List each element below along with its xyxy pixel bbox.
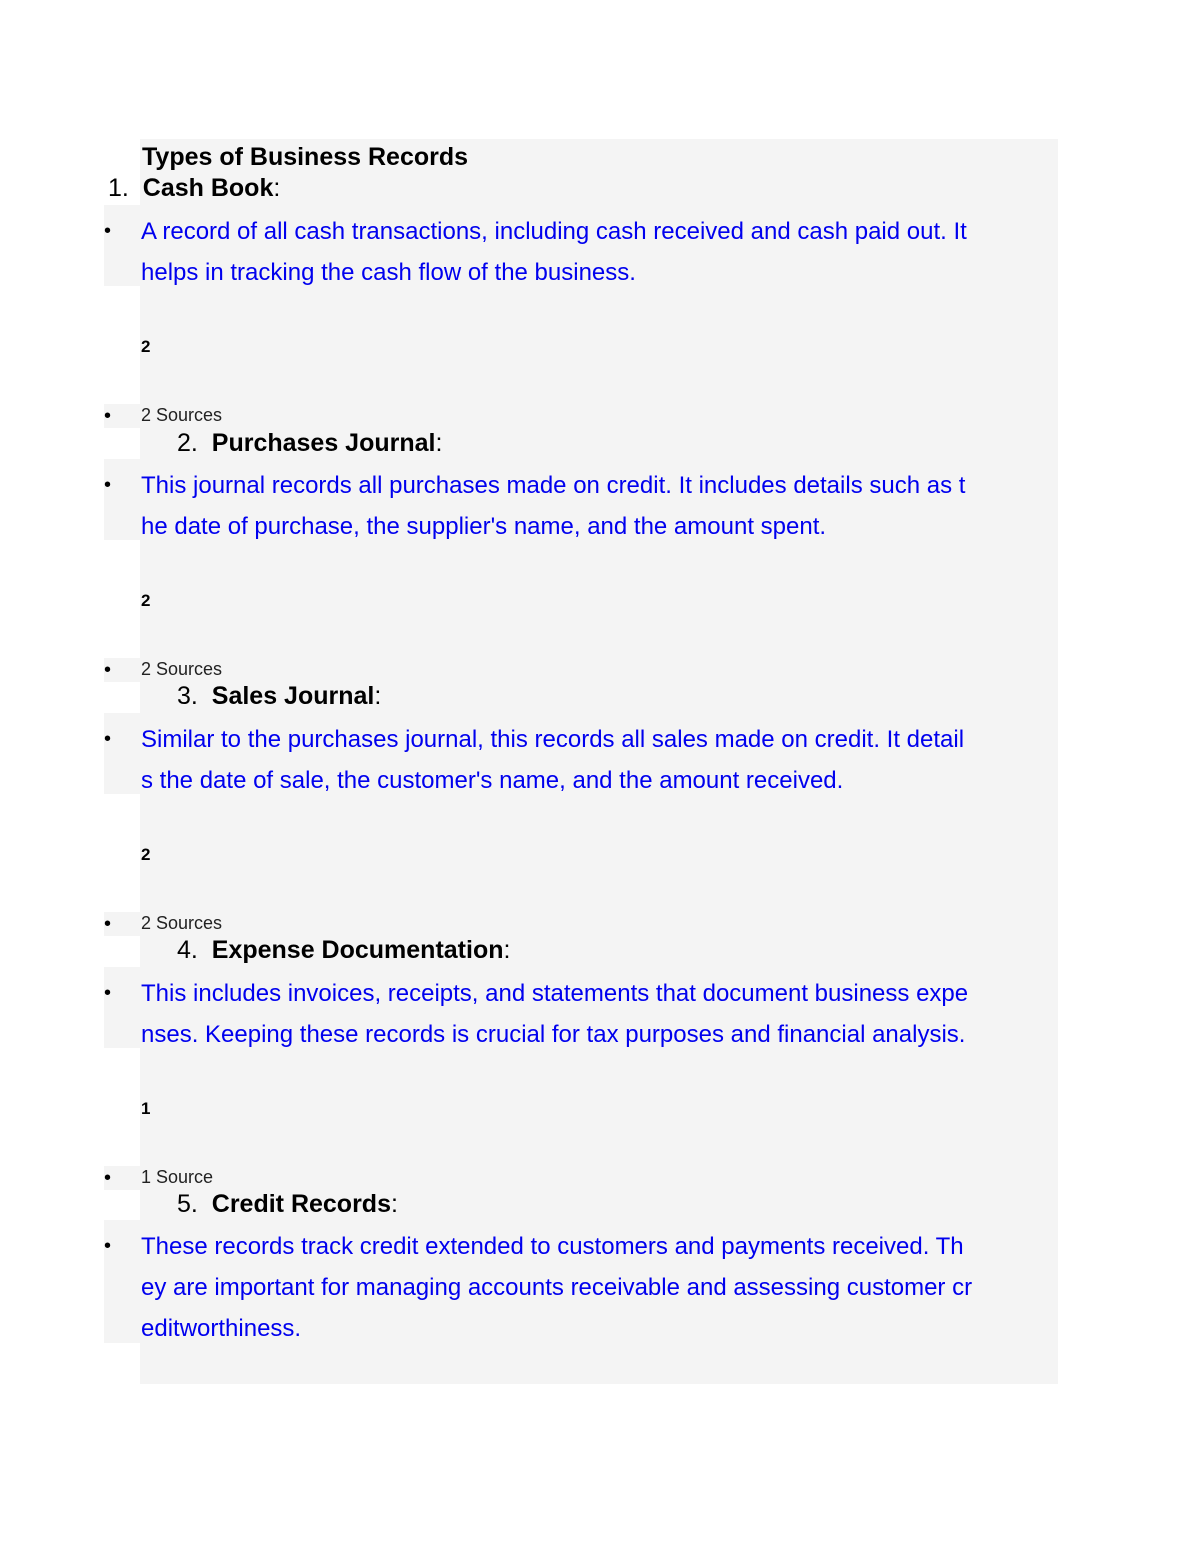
item-description-purchases-journal xyxy=(141,465,1059,547)
bullet-icon: • xyxy=(104,474,112,496)
desc-line: he date of purchase, the supplier's name, and the amount spent. xyxy=(141,513,827,540)
item-heading-text: Cash Book xyxy=(142,174,274,202)
item-number: 1. xyxy=(108,174,129,202)
desc-line: helps in tracking the cash flow of the business. xyxy=(141,259,636,286)
sources-link[interactable]: 2 Sources xyxy=(141,659,223,679)
bullet-icon: • xyxy=(104,728,112,750)
item-heading-text: Expense Documentation xyxy=(211,936,504,964)
bullet-gutter-1 xyxy=(104,205,140,286)
bullet-icon: • xyxy=(104,220,112,242)
citation-count[interactable]: 2 xyxy=(141,591,151,610)
item-colon: : xyxy=(374,682,382,710)
bullet-gutter-3 xyxy=(104,713,140,794)
desc-line: These records track credit extended to customers and payments received. Th xyxy=(141,1233,964,1260)
item-heading-cash-book xyxy=(108,174,280,203)
desc-line: Similar to the purchases journal, this records all sales made on credit. It detail xyxy=(141,726,965,753)
bullet-icon: • xyxy=(104,982,112,1004)
item-heading-expense-documentation xyxy=(177,936,510,965)
document-title: Types of Business Records xyxy=(142,143,469,171)
citation-count[interactable]: 1 xyxy=(141,1099,151,1118)
bullet-icon: • xyxy=(104,1167,112,1189)
desc-line: This includes invoices, receipts, and statements that document business expe xyxy=(141,980,969,1007)
item-heading-sales-journal xyxy=(177,682,381,711)
bullet-gutter-4 xyxy=(104,967,140,1048)
item-colon: : xyxy=(435,429,443,457)
bullet-icon: • xyxy=(104,659,112,681)
item-colon: : xyxy=(273,174,281,202)
bullet-icon: • xyxy=(104,405,112,427)
item-heading-text: Credit Records xyxy=(211,1190,391,1218)
item-number: 2. xyxy=(177,429,198,457)
item-heading-credit-records xyxy=(177,1190,398,1219)
sources-link[interactable]: 2 Sources xyxy=(141,913,223,933)
item-heading-text: Purchases Journal xyxy=(211,429,436,457)
bullet-icon: • xyxy=(104,1235,112,1257)
desc-line: This journal records all purchases made on credit. It includes details such as t xyxy=(141,472,966,499)
citation-count[interactable]: 2 xyxy=(141,845,151,864)
desc-line: A record of all cash transactions, including cash received and cash paid out. It xyxy=(141,218,967,245)
item-description-expense-documentation xyxy=(141,973,1059,1055)
item-colon: : xyxy=(390,1190,398,1218)
bullet-icon: • xyxy=(104,913,112,935)
item-number: 3. xyxy=(177,682,198,710)
sources-link[interactable]: 1 Source xyxy=(141,1167,214,1187)
item-colon: : xyxy=(503,936,511,964)
item-number: 5. xyxy=(177,1190,198,1218)
desc-line: s the date of sale, the customer's name, and the amount received. xyxy=(141,767,844,794)
desc-line: nses. Keeping these records is crucial for tax purposes and financial analysis. xyxy=(141,1021,966,1048)
desc-line: editworthiness. xyxy=(141,1315,302,1342)
item-description-credit-records xyxy=(141,1226,1059,1349)
item-description-sales-journal xyxy=(141,719,1059,801)
desc-line: ey are important for managing accounts receivable and assessing customer cr xyxy=(141,1274,973,1301)
bullet-gutter-2 xyxy=(104,459,140,540)
sources-link[interactable]: 2 Sources xyxy=(141,405,223,425)
item-heading-purchases-journal xyxy=(177,429,442,458)
citation-count[interactable]: 2 xyxy=(141,337,151,356)
item-number: 4. xyxy=(177,936,198,964)
item-heading-text: Sales Journal xyxy=(211,682,375,710)
item-description-cash-book xyxy=(141,211,1059,293)
